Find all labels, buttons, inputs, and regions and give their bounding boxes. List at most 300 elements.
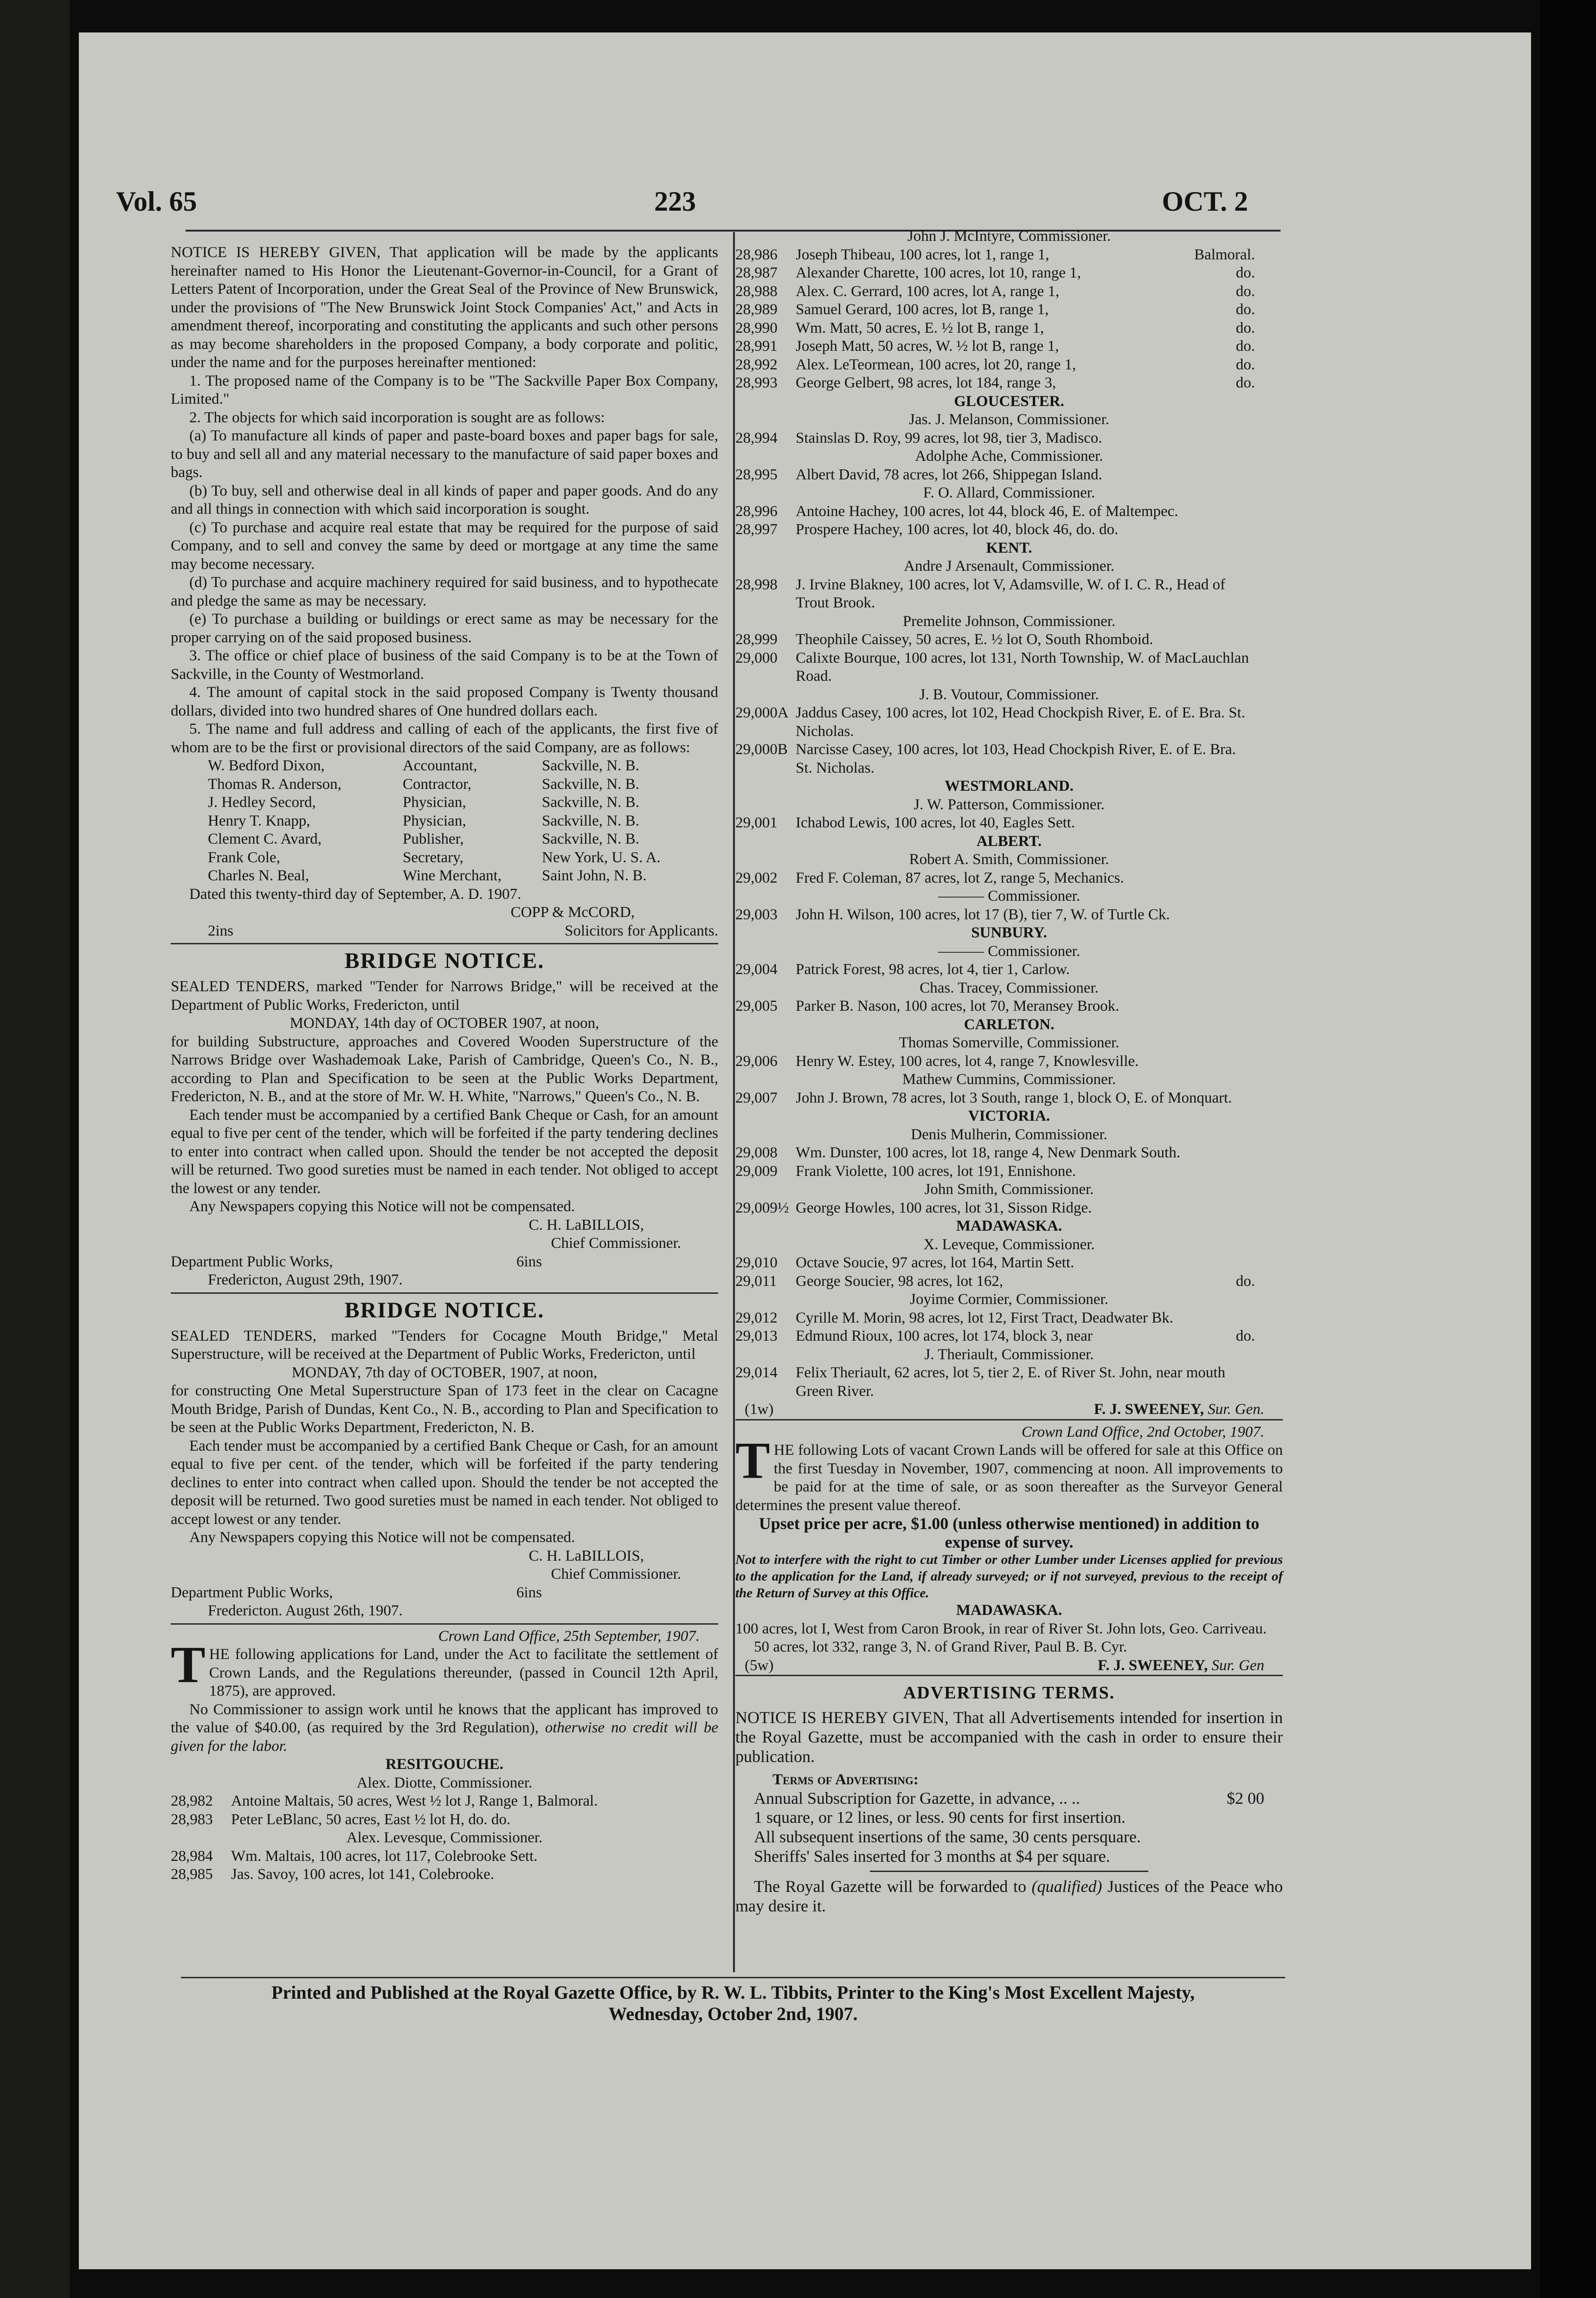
notice-dated: Dated this twenty-third day of September, A. D. 1907. — [189, 885, 521, 903]
land-entry — [735, 283, 1283, 301]
entry-text: Fred F. Coleman, 87 acres, lot Z, range 5, Mechanics. — [796, 869, 1124, 886]
crown-intro: HE following applications for Land, under the Act to facilitate the settlement of Crown Lands, and the Regulations thereunder, (passed in Council 12th April, 1875), are approved. — [209, 1646, 718, 1699]
land-entry — [735, 869, 1283, 888]
entry-text: Joseph Matt, 50 acres, W. ½ lot B, range 1, — [796, 338, 1059, 355]
applicant-calling: Physician, — [403, 794, 466, 811]
notice-item-4: 4. The amount of capital stock in the said proposed Company is Twenty thousand dollars, divided into two hundred shares of One hundred dollars each. — [171, 684, 718, 719]
entry-body — [796, 649, 1283, 686]
notice-intro: NOTICE IS HEREBY GIVEN, That application will be made by the applicants hereinafter named to His Honor the Lieutenant-Governor-in-Council, for a Grant of Letters Patent of Incorporation, under the Great Seal of the Province of New Brunswick, under the provisions of "The New Brunswick Joint Stock Companies' Act," and Acts in amendment thereof, incorporating and constituting the applicants and such other persons as may become shareholders in the proposed Company, a body corporate and politic, under the name and for the purposes hereinafter mentioned: — [171, 244, 718, 371]
entry-text: Samuel Gerard, 100 acres, lot B, range 1, — [796, 301, 1049, 318]
applicant-name: W. Bedford Dixon, — [208, 757, 325, 774]
notice-item-b: (b) To buy, sell and otherwise deal in all kinds of paper and paper goods. And do any and all things in connection with which said incorporation is sought. — [171, 482, 718, 517]
bridge-notice-newspapers: Any Newspapers copying this Notice will not be compensated. — [189, 1198, 575, 1215]
entry-number: 29,007 — [735, 1089, 778, 1106]
entry-body — [796, 814, 1283, 833]
entry-number: 28,983 — [171, 1811, 213, 1828]
left-column — [171, 244, 718, 1884]
entry-number: 29,009 — [735, 1162, 778, 1180]
surveyor-title: Sur. Gen — [1211, 1657, 1264, 1674]
gazette-qualified: (qualified) — [1031, 1877, 1102, 1896]
entry-body — [796, 1144, 1283, 1162]
imprint-line-1: Printed and Published at the Royal Gazette Office, by R. W. L. Tibbits, Printer to the King's Most Excellent Majesty, — [181, 1977, 1285, 2003]
notice-item-1: 1. The proposed name of the Company is to be "The Sackville Paper Box Company, Limited." — [171, 372, 718, 407]
county-heading: CARLETON. — [964, 1016, 1055, 1033]
commissioner-line: J. B. Voutour, Commissioner. — [919, 686, 1099, 703]
entry-text: Parker B. Nason, 100 acres, lot 70, Meransey Brook. — [796, 998, 1120, 1014]
entry-text: Albert David, 78 acres, lot 266, Shippegan Island. — [796, 466, 1102, 483]
entry-place — [1255, 521, 1283, 539]
term-square: 1 square, or 12 lines, or less. 90 cents for first insertion. — [754, 1808, 1126, 1827]
entry-text: Alex. LeTeormean, 100 acres, lot 20, range 1, — [796, 356, 1076, 373]
bridge-notice-body: for constructing One Metal Superstructure Span of 173 feet in the clear on Cacagne Mouth Bridge, Parish of Dundas, Kent Co., N. B., according to Plan and Specification to be seen at the Public Works Department, Fredericton, N. B. — [171, 1382, 718, 1436]
notice-item-d: (d) To purchase and acquire machinery required for said business, and to hypothecate and pledge the same as may be necessary. — [171, 574, 718, 609]
entry-text: Felix Theriault, 62 acres, lot 5, tier 2, E. of River St. John, near mouth Green River. — [796, 1364, 1225, 1400]
county-heading: SUNBURY. — [971, 924, 1047, 941]
bridge-notice-dept-line — [171, 1253, 718, 1272]
entry-number: 29,000A — [735, 704, 789, 721]
entry-number: 28,996 — [735, 503, 778, 520]
applicant-address: New York, U. S. A. — [542, 849, 661, 866]
sale-lot-1: 100 acres, lot I, West from Caron Brook, in rear of River St. John lots, Geo. Carriveau. — [735, 1620, 1267, 1637]
page-header — [116, 186, 1248, 223]
entry-number: 28,998 — [735, 576, 778, 593]
entry-body — [796, 521, 1283, 539]
entry-number: 29,012 — [735, 1309, 778, 1326]
entry-text: Edmund Rioux, 100 acres, lot 174, block 3, near — [796, 1328, 1093, 1344]
sweeney-signature-1 — [735, 1401, 1283, 1420]
entry-body — [796, 246, 1283, 265]
entry-place — [1255, 1162, 1283, 1181]
county-heading: KENT. — [986, 539, 1032, 556]
commissioner-line: Andre J Arsenault, Commissioner. — [904, 558, 1114, 574]
entry-body — [796, 466, 1283, 484]
entry-place — [1255, 1199, 1283, 1218]
entry-text: Alex. C. Gerrard, 100 acres, lot A, range 1, — [796, 283, 1060, 300]
entry-number: 29,009½ — [735, 1199, 789, 1216]
solicitor-firm: COPP & McCORD, — [510, 904, 635, 921]
bridge-notice-terms: Each tender must be accompanied by a certified Bank Cheque or Cash, for an amount equal to five per cent of the tender, which will be forfeited if the party tendering declines to enter into contract when called upon. Should the tender be not accepted the deposit will be returned. Two good sureties must be named in each tender. Not obliged to accept the lowest or any tender. — [171, 1106, 718, 1197]
entry-text: Wm. Maltais, 100 acres, lot 117, Colebrooke Sett. — [231, 1847, 538, 1865]
land-entry — [735, 1089, 1283, 1108]
entry-place: do. — [1236, 356, 1255, 373]
bridge-notice-place-date: Fredericton, August 29th, 1907. — [208, 1272, 403, 1288]
land-entry — [735, 356, 1283, 374]
land-entry — [735, 503, 1283, 521]
county-heading: GLOUCESTER. — [954, 393, 1064, 410]
applicant-row — [208, 775, 718, 794]
applicant-name: Henry T. Knapp, — [208, 812, 310, 829]
entry-number: 29,004 — [735, 961, 778, 978]
entry-text: Peter LeBlanc, 50 acres, East ½ lot H, do. do. — [231, 1811, 511, 1828]
entry-place — [1255, 1144, 1283, 1162]
entry-place — [1255, 1052, 1283, 1071]
entry-text: Wm. Dunster, 100 acres, lot 18, range 4, New Denmark South. — [796, 1144, 1180, 1161]
entry-place — [1255, 576, 1283, 613]
land-entry — [735, 1254, 1283, 1272]
entry-text: Stainslas D. Roy, 99 acres, lot 98, tier 3, Madisco. — [796, 429, 1102, 446]
applicant-row — [208, 849, 718, 867]
column-divider — [733, 232, 735, 1972]
land-grants-list — [735, 227, 1283, 1401]
entry-number: 28,993 — [735, 374, 778, 391]
solicitors-title: Solicitors for Applicants. — [565, 922, 718, 939]
entry-text: Theophile Caissey, 50 acres, E. ½ lot O, South Rhomboid. — [796, 631, 1153, 648]
commissioner-line: J. Theriault, Commissioner. — [924, 1346, 1094, 1363]
land-entry — [735, 521, 1283, 539]
right-column — [735, 227, 1283, 1916]
entry-place: do. — [1236, 265, 1255, 281]
entry-place: do. — [1236, 301, 1255, 318]
bridge-notice-body: for building Substructure, approaches and Covered Wooden Superstructure of the Narrows Bridge over Washademoak Lake, Parish of Cambridge, Queen's Co., N. B., according to Plan and Specification to be seen at the Public Works Department, Fredericton, N. B., and at the store of Mr. W. H. White, "Narrows," Queen's Co., N. B. — [171, 1033, 718, 1105]
bridge-notice-title: BRIDGE NOTICE. — [344, 949, 545, 973]
entry-text: Jas. Savoy, 100 acres, lot 141, Colebrooke. — [231, 1866, 495, 1883]
entry-body — [796, 1364, 1283, 1401]
entry-body — [796, 906, 1283, 924]
bridge-notice-title: BRIDGE NOTICE. — [344, 1297, 545, 1323]
entry-number: 28,986 — [735, 246, 778, 263]
notice-item-e: (e) To purchase a building or buildings or erect same as may be necessary for the proper carrying on of the said proposed business. — [171, 611, 718, 646]
bridge-notice-signer: C. H. LaBILLOIS, — [528, 1216, 644, 1233]
entry-number: 29,010 — [735, 1254, 778, 1271]
commissioner-line: Alex. Diotte, Commissioner. — [356, 1774, 533, 1791]
applicant-address: Sackville, N. B. — [542, 794, 639, 811]
applicant-address: Sackville, N. B. — [542, 812, 639, 829]
entry-place — [1255, 1309, 1283, 1328]
land-entry — [735, 1144, 1283, 1162]
applicant-row — [208, 830, 718, 849]
entry-number: 28,992 — [735, 356, 778, 373]
entry-body — [796, 631, 1283, 649]
land-entry — [735, 337, 1283, 356]
land-entry — [735, 1364, 1283, 1401]
land-entry — [735, 814, 1283, 833]
land-entry — [735, 466, 1283, 484]
land-entry — [735, 1162, 1283, 1181]
entry-number: 29,008 — [735, 1144, 778, 1161]
solicitor-line — [171, 922, 718, 941]
entry-text: Frank Violette, 100 acres, lot 191, Ennishone. — [796, 1162, 1076, 1180]
entry-body — [796, 1199, 1283, 1218]
land-entry — [735, 906, 1283, 924]
entry-body — [796, 1162, 1283, 1181]
bridge-notice-signer-title: Chief Commissioner. — [551, 1566, 681, 1582]
advertising-terms — [735, 1681, 1283, 1916]
applicant-address: Sackville, N. B. — [542, 775, 639, 793]
entry-body — [796, 264, 1283, 283]
entry-place — [1255, 466, 1283, 484]
county-heading: VICTORIA. — [968, 1108, 1050, 1124]
applicant-calling: Physician, — [403, 812, 466, 829]
drop-cap: T — [171, 1636, 206, 1694]
weeks-note: (1w) — [745, 1401, 774, 1418]
commissioner-line: Alex. Levesque, Commissioner. — [346, 1829, 543, 1846]
applicant-address: Sackville, N. B. — [542, 757, 639, 774]
entry-number: 29,011 — [735, 1272, 777, 1290]
entry-number: 29,000B — [735, 741, 788, 758]
land-entry — [735, 1052, 1283, 1071]
land-entry — [735, 429, 1283, 448]
entry-body — [796, 1052, 1283, 1071]
crown-land-applications — [171, 1627, 718, 1884]
entry-place: do. — [1236, 319, 1255, 336]
entry-text: Patrick Forest, 98 acres, lot 4, tier 1, Carlow. — [796, 961, 1070, 978]
entry-place: do. — [1236, 338, 1255, 355]
gazette-justices: Justices of the Peace who may desire it. — [735, 1877, 1283, 1915]
entry-number: 28,989 — [735, 301, 778, 318]
surveyor-name: F. J. SWEENEY, — [1098, 1657, 1208, 1674]
entry-number: 28,982 — [171, 1793, 213, 1809]
bridge-notice-deadline: MONDAY, 7th day of OCTOBER, 1907, at noon, — [291, 1364, 598, 1381]
entry-text: Joseph Thibeau, 100 acres, lot 1, range 1, — [796, 246, 1049, 263]
entry-body — [796, 1272, 1283, 1291]
entry-number: 29,014 — [735, 1364, 778, 1381]
applicant-name: Thomas R. Anderson, — [208, 775, 341, 793]
entry-number: 28,985 — [171, 1866, 213, 1883]
entry-body — [796, 1327, 1283, 1346]
entry-number: 28,984 — [171, 1847, 213, 1865]
land-entry — [171, 1811, 718, 1829]
section-rule — [171, 943, 718, 944]
section-rule — [171, 1623, 718, 1625]
advertising-title: ADVERTISING TERMS. — [903, 1683, 1115, 1703]
crown-condition-italic: otherwise no credit will be given for the labor. — [171, 1719, 718, 1755]
bridge-notice-dept-line — [171, 1584, 718, 1602]
entry-text: Narcisse Casey, 100 acres, lot 103, Head Chockpish River, E. of E. Bra. St. Nicholas. — [796, 741, 1236, 776]
entry-number: 29,006 — [735, 1052, 778, 1070]
bridge-notice-place-date: Fredericton. August 26th, 1907. — [208, 1602, 403, 1619]
entry-place — [1255, 704, 1283, 741]
land-entry — [735, 374, 1283, 393]
entry-number: 29,003 — [735, 906, 778, 923]
entry-text: George Soucier, 98 acres, lot 162, — [796, 1272, 1004, 1290]
land-entry — [735, 997, 1283, 1016]
entry-body — [796, 704, 1283, 741]
scan-edge-right — [1540, 0, 1596, 2298]
entry-text: Henry W. Estey, 100 acres, lot 4, range 7, Knowlesville. — [796, 1052, 1139, 1070]
bridge-notice-cocagne — [171, 1297, 718, 1620]
land-entry — [171, 1792, 718, 1811]
county-heading: MADAWASKA. — [956, 1602, 1062, 1619]
entry-text: John J. Brown, 78 acres, lot 3 South, range 1, block O, E. of Monquart. — [796, 1089, 1232, 1106]
entries-restigouche-2 — [171, 1847, 718, 1884]
land-entry — [735, 741, 1283, 777]
commissioner-line: Denis Mulherin, Commissioner. — [911, 1126, 1107, 1143]
entry-place — [1255, 961, 1283, 979]
notice-item-5: 5. The name and full address and calling of each of the applicants, the first five of whom are to be the first or provisional directors of the said Company, are as follows: — [171, 721, 718, 756]
surveyor-title: Sur. Gen. — [1208, 1401, 1264, 1418]
entry-number: 28,990 — [735, 319, 778, 336]
entry-text: Prospere Hachey, 100 acres, lot 40, block 46, do. do. — [796, 521, 1119, 538]
commissioner-line: Adolphe Ache, Commissioner. — [915, 448, 1103, 465]
entry-text: J. Irvine Blakney, 100 acres, lot V, Adamsville, W. of I. C. R., Head of Trout Brook. — [796, 576, 1226, 611]
applicant-address: Saint John, N. B. — [542, 867, 647, 884]
crown-land-sale — [735, 1423, 1283, 1677]
crown-office-dateline: Crown Land Office, 25th September, 1907. — [438, 1627, 700, 1645]
land-entry — [735, 319, 1283, 338]
bridge-notice-newspapers: Any Newspapers copying this Notice will not be compensated. — [189, 1529, 575, 1546]
commissioner-line: Mathew Cummins, Commissioner. — [902, 1071, 1116, 1088]
surveyor-name: F. J. SWEENEY, — [1094, 1401, 1204, 1418]
entry-number: 28,997 — [735, 521, 778, 538]
land-entry — [735, 1327, 1283, 1346]
sale-lot-2: 50 acres, lot 332, range 3, N. of Grand River, Paul B. B. Cyr. — [754, 1639, 1127, 1655]
entry-place — [1255, 997, 1283, 1016]
bridge-notice-text: SEALED TENDERS, marked "Tenders for Cocagne Mouth Bridge," Metal Superstructure, will be received at the Department of Public Works, Fredericton, until — [171, 1327, 718, 1362]
entry-body — [796, 356, 1283, 374]
term-subscription-price: $2 00 — [1227, 1788, 1264, 1807]
applicant-row — [208, 867, 718, 885]
land-entry — [735, 704, 1283, 741]
term-sheriffs: Sheriffs' Sales inserted for 3 months at $4 per square. — [754, 1847, 1110, 1866]
commissioner-line: Premelite Johnson, Commissioner. — [902, 613, 1116, 630]
printer-imprint — [181, 1977, 1285, 2025]
terms-rule — [870, 1871, 1148, 1872]
land-entry — [735, 631, 1283, 649]
entry-text: Octave Soucie, 97 acres, lot 164, Martin Sett. — [796, 1254, 1075, 1271]
entry-place — [1255, 906, 1283, 924]
insertions-note: 2ins — [208, 922, 234, 939]
entry-number: 29,000 — [735, 649, 778, 666]
applicant-calling: Accountant, — [403, 757, 477, 774]
applicant-name: Charles N. Beal, — [208, 867, 309, 884]
term-subscription-label: Annual Subscription for Gazette, in advance, .. .. — [754, 1788, 1080, 1807]
land-entry — [735, 961, 1283, 979]
page-number: 223 — [654, 186, 696, 217]
crown-sale-intro: HE following Lots of vacant Crown Lands will be offered for sale at this Office on the first Tuesday in November, 1907, commencing at noon. All improvements to be paid for at the time of sale, or as soon thereafter as the Surveyor General determines the present value thereof. — [735, 1442, 1283, 1514]
entry-place: do. — [1236, 1272, 1255, 1290]
entry-place — [1255, 814, 1283, 833]
scan-edge-left — [0, 0, 70, 2298]
crown-condition: No Commissioner to assign work until he knows that the applicant has improved to the value of $40.00, (as required by the 3rd Regulation), — [171, 1701, 718, 1736]
entry-text: Antoine Hachey, 100 acres, lot 44, block 46, E. of Maltempec. — [796, 503, 1178, 520]
entry-place — [1255, 1089, 1283, 1108]
entry-place — [1255, 649, 1283, 686]
entry-place — [1255, 631, 1283, 649]
entry-body — [796, 337, 1283, 356]
sackville-notice — [171, 244, 718, 940]
entry-place: Balmoral. — [1194, 246, 1255, 263]
commissioner-line: F. O. Allard, Commissioner. — [923, 484, 1095, 501]
bridge-notice-signer-title: Chief Commissioner. — [551, 1235, 681, 1252]
applicant-calling: Publisher, — [403, 831, 464, 847]
applicant-calling: Secretary, — [403, 849, 463, 866]
entry-text: Antoine Maltais, 50 acres, West ½ lot J, Range 1, Balmoral. — [231, 1793, 598, 1809]
applicants-table — [171, 757, 718, 885]
bridge-notice-terms: Each tender must be accompanied by a certified Bank Cheque or Cash, for an amount equal to five per cent. of the tender, which will be forfeited if the party tendering declines to enter into contract when called upon. Should the tender be not accepted the deposit will be returned. Two good sureties must be named in each tender. Not obliged to accept lowest or any tender. — [171, 1437, 718, 1528]
entry-number: 29,002 — [735, 869, 778, 886]
applicant-row — [208, 794, 718, 812]
county-heading: WESTMORLAND. — [945, 778, 1074, 794]
term-subscription — [735, 1789, 1283, 1808]
land-entry — [735, 1309, 1283, 1328]
applicant-name: Frank Cole, — [208, 849, 280, 866]
county-heading: RESITGOUCHE. — [386, 1756, 503, 1773]
entry-text: Cyrille M. Morin, 98 acres, lot 12, First Tract, Deadwater Bk. — [796, 1309, 1173, 1326]
county-heading: ALBERT. — [976, 833, 1042, 850]
notice-item-c: (c) To purchase and acquire real estate that may be required for the purpose of said Company, and to sell and convey the same by deed or mortgage at any time the same may become necessary. — [171, 519, 718, 573]
entry-body — [796, 301, 1283, 319]
commissioner-line: Joyime Cormier, Commissioner. — [910, 1291, 1108, 1308]
entry-body — [796, 961, 1283, 979]
applicant-address: Sackville, N. B. — [542, 831, 639, 847]
issue-date: OCT. 2 — [1162, 186, 1248, 217]
land-entry — [171, 1847, 718, 1866]
entry-number: 28,999 — [735, 631, 778, 648]
upset-price: Upset price per acre, $1.00 (unless otherwise mentioned) in addition to expense of survey. — [759, 1514, 1260, 1551]
land-entry — [735, 301, 1283, 319]
entry-place — [1255, 503, 1283, 521]
land-entry — [735, 1272, 1283, 1291]
commissioner-line: Chas. Tracey, Commissioner. — [920, 979, 1099, 996]
land-entry — [171, 1866, 718, 1884]
entry-text: John H. Wilson, 100 acres, lot 17 (B), tier 7, W. of Turtle Ck. — [796, 906, 1170, 923]
entry-number: 29,005 — [735, 998, 778, 1014]
entry-body — [796, 1089, 1283, 1108]
sweeney-signature-2 — [735, 1657, 1283, 1677]
entry-place — [1255, 869, 1283, 888]
gazette-forward: The Royal Gazette will be forwarded to — [754, 1877, 1026, 1896]
entry-number: 29,013 — [735, 1328, 778, 1344]
notice-item-a: (a) To manufacture all kinds of paper and paste-board boxes and paper bags for sale, to buy and sell all and any material necessary to the manufacture of said paper boxes and bags. — [171, 427, 718, 481]
entry-place — [1255, 429, 1283, 448]
entries-restigouche-1 — [171, 1792, 718, 1829]
applicant-name: J. Hedley Secord, — [208, 794, 316, 811]
entry-place — [1255, 741, 1283, 777]
commissioner-line: ——— Commissioner. — [938, 942, 1081, 960]
section-rule — [171, 1292, 718, 1294]
applicant-name: Clement C. Avard, — [208, 831, 322, 847]
commissioner-line: Robert A. Smith, Commissioner. — [909, 851, 1109, 868]
applicant-calling: Wine Merchant, — [403, 867, 502, 884]
entry-place: do. — [1236, 283, 1255, 300]
land-entry — [735, 1199, 1283, 1218]
entry-body — [796, 503, 1283, 521]
bridge-notice-signer: C. H. LaBILLOIS, — [528, 1547, 644, 1564]
bridge-notice-dept: Department Public Works, — [171, 1253, 333, 1270]
entry-number: 28,995 — [735, 466, 778, 483]
entry-body — [796, 283, 1283, 301]
bridge-notice-text: SEALED TENDERS, marked "Tender for Narrows Bridge," will be received at the Department of Public Works, Fredericton, until — [171, 978, 718, 1013]
entry-body — [796, 374, 1283, 393]
entry-place: do. — [1236, 1328, 1255, 1344]
entry-number: 28,987 — [735, 265, 778, 281]
entry-body — [796, 319, 1283, 338]
commissioner-line: John Smith, Commissioner. — [924, 1181, 1094, 1198]
notice-item-3: 3. The office or chief place of business of the said Company is to be at the Town of Sackville, in the County of Westmorland. — [171, 647, 718, 683]
applicant-row — [208, 757, 718, 775]
commissioner-line: X. Leveque, Commissioner. — [923, 1236, 1095, 1253]
entry-number: 28,988 — [735, 283, 778, 300]
bridge-notice-narrows — [171, 947, 718, 1290]
entry-place — [1255, 1254, 1283, 1272]
entry-text: Alexander Charette, 100 acres, lot 10, range 1, — [796, 265, 1081, 281]
entry-number: 28,991 — [735, 338, 778, 355]
timber-clause: Not to interfere with the right to cut Timber or other Lumber under Licenses applied for previous to the application for the Land, if already surveyed; or if not surveyed, previous to the receipt of the Return of Survey at this Office. — [735, 1552, 1283, 1601]
entry-text: Calixte Bourque, 100 acres, lot 131, North Township, W. of MacLauchlan Road. — [796, 649, 1249, 684]
entry-place: do. — [1236, 374, 1255, 391]
bridge-notice-ins: 6ins — [516, 1584, 542, 1601]
entry-text: Wm. Matt, 50 acres, E. ½ lot B, range 1, — [796, 319, 1044, 336]
commissioner-line: J. W. Patterson, Commissioner. — [914, 796, 1105, 813]
entry-body — [796, 429, 1283, 448]
entry-body — [796, 997, 1283, 1016]
land-entry — [735, 649, 1283, 686]
entry-body — [796, 576, 1283, 613]
land-entry — [735, 246, 1283, 265]
commissioner-line: Jas. J. Melanson, Commissioner. — [909, 411, 1109, 428]
entry-body — [796, 869, 1283, 888]
imprint-line-2: Wednesday, October 2nd, 1907. — [608, 2003, 858, 2024]
